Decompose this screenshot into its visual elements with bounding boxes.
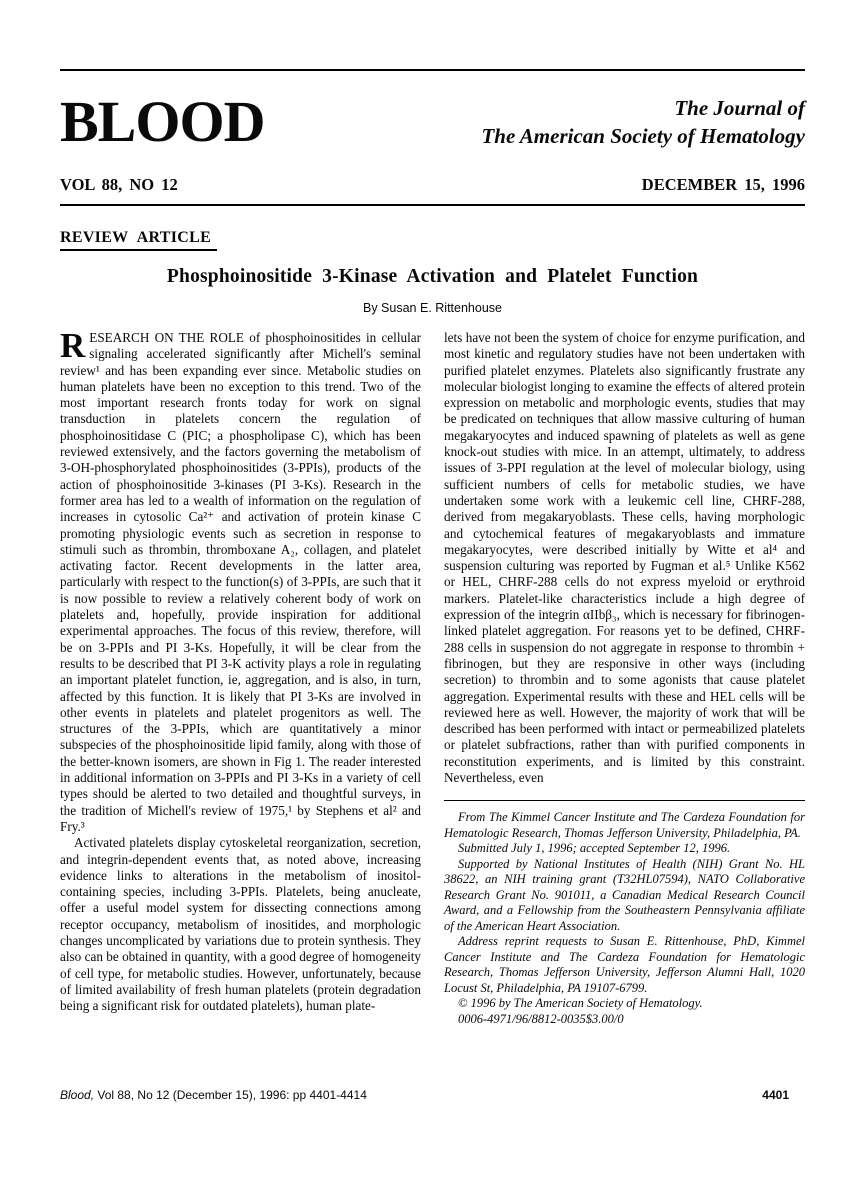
footer-citation (60, 1088, 367, 1102)
footnote-rule (444, 800, 805, 801)
header-rule-top (60, 69, 805, 71)
page-footer (60, 1088, 805, 1102)
article-body (60, 326, 805, 1027)
journal-subtitle (481, 95, 805, 150)
left-column (60, 326, 421, 1027)
article-title: Phosphoinositide 3-Kinase Activation and Platelet Function (166, 266, 699, 287)
footnote-copyright: © 1996 by The American Society of Hematology. (458, 996, 703, 1011)
footnote-support: Supported by National Institutes of Health (NIH) Grant No. HL 38622, an NIH training grant (T32HL07594), NATO Collaborative Research Grant No. 901011, a Canadian Medical Research Council Award, and a Fellowship from the Southeastern Pennsylvania affiliate of the American Heart Association. (444, 856, 805, 933)
header-rule-bottom (60, 204, 805, 206)
page-number: 4401 (762, 1088, 789, 1102)
section-label: REVIEW ARTICLE (60, 229, 217, 251)
right-column (444, 330, 805, 1027)
volume-label: VOL 88, NO 12 (60, 175, 178, 194)
issue-date: DECEMBER 15, 1996 (641, 175, 805, 194)
drop-cap: R (60, 326, 86, 365)
body-paragraph: Activated platelets display cytoskeletal reorganization, secretion, and integrin-dependent events that, as noted above, increasing evidence links to alterations in the metabolism of inositol-containing species, including 3-PPIs. Platelets, being anucleate, offer a useful model system for dissecting connections among receptor occupancy, metabolism of inositides, and morphologic changes uncomplicated by variations due to protein synthesis. They also can be obtained in quantity, with a good degree of homogeneity of cell type, for metabolic studies. However, unfortunately, because of limited availability of fresh human platelets (protein degradation being a significant risk for outdated platelets), human plate- (60, 835, 421, 1014)
volume-row (60, 175, 805, 195)
footnote-submitted: Submitted July 1, 1996; accepted September 12, 1996. (458, 841, 731, 856)
footnote-issn: 0006-4971/96/8812-0035$3.00/0 (458, 1011, 624, 1026)
body-paragraph-text: ESEARCH ON THE ROLE of phosphoinositides in cellular signaling accelerated significantly after Michell's seminal review¹ and has been expanding ever since. Metabolic studies on human platelets have been no exception to this trend. Two of the most important research fronts today for work on signal transduction in platelets concern the regulation of phosphoinositidase C (PIC; a phospholipase C), which has been reviewed extensively, and the factors governing the metabolism of 3-OH-phosphorylated phosphoinositides (3-PPIs), products of the action of phosphoinositide 3-kinases (PI 3-Ks). Research in the former area has led to a wealth of information on the regulation of increases in cytosolic Ca²⁺ and activation of protein kinase C promoting physiologic events such as secretion in response to stimuli such as thrombin, thromboxane A₂, collagen, and platelet activating factor. Recent developments in the latter area, particularly with respect to the function(s) of 3-PPIs, are such that it is now possible to review a relatively coherent body of work on platelets and, hopefully, provide inspiration for additional experimental approaches. The focus of this review, therefore, will be on 3-PPIs and PI 3-Ks. Hopefully, it will be clear from the results to be described that PI 3-K activity plays a role in regulating an important platelet function, ie, aggregation, and is also, in turn, affected by this function. It is likely that PI 3-Ks are involved in other events in platelets and platelet progenitors as well. The structures of the 3-PPIs, which are quantitatively a minor subspecies of the phosphoinositide lipid family, along with those of the better-known isomers, are shown in Fig 1. The reader interested in additional information on 3-PPIs and PI 3-Ks in a variety of cell types should be alerted to two detailed and thoughtful surveys, in the tradition of Michell's review of 1975,¹ by Stephens et al² and Fry.³ (60, 330, 421, 834)
footnote-reprints: Address reprint requests to Susan E. Rittenhouse, PhD, Kimmel Cancer Institute and The Cardeza Foundation for Hematologic Research, Thomas Jefferson University, Jefferson Alumni Hall, 1020 Locust St, Philadelphia, PA 19107-6799. (444, 934, 805, 995)
masthead (60, 87, 805, 154)
footnotes (444, 810, 805, 1027)
body-paragraph (60, 326, 421, 835)
footer-citation-journal: Blood, (60, 1088, 95, 1102)
journal-logo: BLOOD (60, 89, 265, 154)
body-paragraph: lets have not been the system of choice for enzyme purification, and most kinetic and regulatory studies have not been undertaken with purified platelet enzymes. Platelets also significantly frustrate any molecular biologist longing to examine the effects of altered protein expression on metabolic and morphologic events, studies that may be predicated on techniques that allow massive culturing of human megakaryocytes and induced spawning of platelets as well as gene knock-out studies with mice. In an attempt, ultimately, to address issues of 3-PPI regulation at the level of molecular biology, using sufficient numbers of cells for metabolic studies, we have undertaken some work with a leukemic cell line, CHRF-288, derived from megakaryoblasts. These cells, having morphologic and cytochemical features of megakaryoblasts and immature megakaryocytes, were described initially by Witte et al⁴ and suspension culturing was reported by Fugman et al.⁵ Unlike K562 or HEL, CHRF-288 cells do not express myeloid or erythroid markers. Platelet-like characteristics include a high degree of expression of the integrin αIIbβ₃, which is necessary for fibrinogen-linked platelet aggregation. For reasons yet to be defined, CHRF-288 cells in suspension do not aggregate in response to thrombin + fibrinogen, but they are responsive in other ways (including secretion) to thrombin and to some agonists that cause platelet aggregation. Experimental results with these and HEL cells will be reviewed here as well. However, the majority of work that will be described has been performed with intact or permeabilized platelets or platelet subfractions, rather than with purified components in reconstitution experiments, and is limited by this constraint. Nevertheless, even (444, 330, 805, 786)
footer-citation-rest: Vol 88, No 12 (December 15), 1996: pp 4401-4414 (94, 1088, 367, 1102)
journal-subtitle-line2: The American Society of Hematology (481, 123, 805, 148)
section-label-wrap (60, 229, 805, 251)
footnote-affiliation: From The Kimmel Cancer Institute and The Cardeza Foundation for Hematologic Research, Thomas Jefferson University, Philadelphia, PA. (444, 810, 805, 840)
byline: By Susan E. Rittenhouse (363, 301, 502, 315)
journal-subtitle-line1: The Journal of (674, 96, 805, 120)
